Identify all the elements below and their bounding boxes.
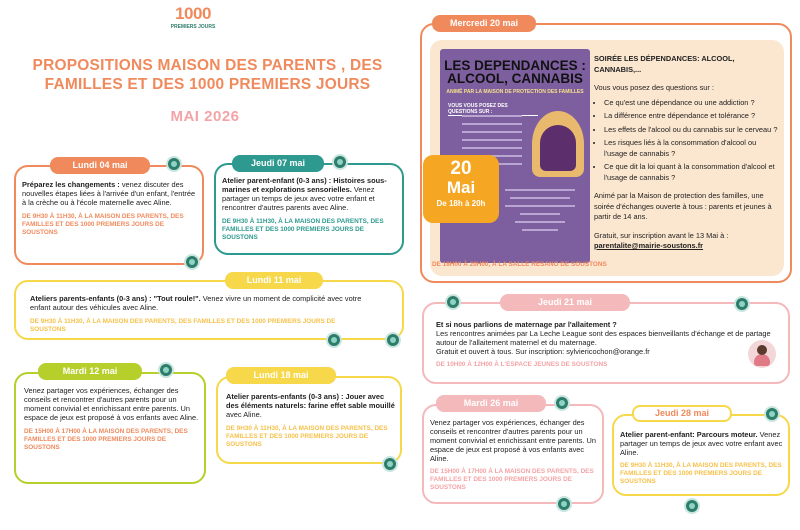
tab-mercredi-20: Mercredi 20 mai — [432, 15, 536, 32]
decoration-badge-icon — [554, 395, 570, 411]
tab-lundi-11: Lundi 11 mai — [225, 272, 323, 289]
decoration-badge-icon — [684, 498, 700, 514]
event-location: DE 15H00 À 17H00 À LA MAISON DES PARENTS, DES FAMILLES ET DES 1000 PREMIERS JOURS DE SOUSTONS — [24, 428, 188, 451]
date-badge-hours: De 18h à 20h — [436, 199, 486, 208]
logo-number: 1000 — [175, 4, 211, 23]
date-badge-day: 20 — [450, 158, 472, 179]
event-description — [594, 54, 780, 252]
decoration-badge-icon — [764, 406, 780, 422]
card-body-lundi-11 — [30, 294, 370, 334]
event-title: Ateliers parents-enfants (0-3 ans) : "Tout roule!". — [30, 294, 201, 303]
page-title — [10, 56, 405, 94]
event-location: DE 10H00 À 12H00 À L'ESPACE JEUNES DE SOUSTONS — [436, 361, 608, 368]
event-text: avec Aline. — [226, 410, 262, 419]
breastfeeding-icon — [748, 340, 776, 368]
card-body-jeudi-28 — [620, 430, 786, 486]
month-label: MAI 2026 — [170, 108, 240, 125]
event-text: Venez partager vos expériences, échanger des conseils et rencontrer d'autres parents pour un moment convivial et enrichissant entre parents. Un espace de jeux est proposé à vos enfants avec Aline. — [430, 418, 596, 463]
tab-jeudi-07: Jeudi 07 mai — [232, 155, 324, 172]
event-text: venez discuter des nouvelles étapes liées à l'arrivée d'un enfant, l'entrée à la crèche ou à l'école maternelle avec Aline. — [22, 180, 196, 207]
logo-text: PREMIERS JOURS — [170, 24, 216, 30]
date-badge-month: Mai — [446, 178, 476, 197]
card-body-jeudi-21 — [436, 320, 776, 369]
decoration-badge-icon — [158, 362, 174, 378]
event-location: DE 9H30 À 11H30, À LA MAISON DES PARENTS, DES FAMILLES ET DES 1000 PREMIERS JOURS DE SOUSTONS — [30, 318, 336, 333]
decoration-badge-icon — [332, 154, 348, 170]
tab-mardi-12: Mardi 12 mai — [38, 363, 142, 380]
event-paragraph: Animé par la Maison de protection des familles, une soirée d'échanges ouverte à tous : parents et jeunes à partir de 14 ans. — [594, 191, 772, 221]
poster-question: VOUS VOUS POSEZ DES QUESTIONS SUR : — [448, 103, 538, 116]
poster-title: LES DEPENDANCES : ALCOOL, CANNABIS — [444, 58, 586, 86]
tab-mardi-26: Mardi 26 mai — [436, 395, 546, 412]
event-text: Venez vivre un moment de complicité avec votre enfant autour des véhicules avec Aline. — [30, 294, 362, 312]
tab-jeudi-21: Jeudi 21 mai — [500, 294, 630, 311]
question-list — [604, 98, 780, 184]
event-text: Venez partager un temps de jeux avec votre enfant et rencontrer d'autres parents avec Aline. — [222, 185, 375, 212]
title-line-2: FAMILLES ET DES 1000 PREMIERS JOURS — [44, 76, 371, 93]
event-title: Atelier parent-enfant (0-3 ans) : Histoires sous-marines et explorations sensorielles. — [222, 176, 387, 194]
card-body-lundi-04 — [22, 180, 198, 237]
event-signup: Gratuit, sur inscription avant le 13 Mai à : — [594, 230, 729, 240]
title-line-1: PROPOSITIONS MAISON DES PARENTS , DES — [32, 57, 383, 74]
event-location: DE 18H00 À 20H00, À LA SALLE RESANO DE SOUSTONS — [432, 261, 607, 268]
decoration-badge-icon — [326, 332, 342, 348]
event-intro: Vous vous posez des questions sur : — [594, 83, 714, 92]
event-location: DE 9H30 À 11H30, À LA MAISON DES PARENTS, DES FAMILLES ET DES 1000 PREMIERS JOURS DE SOUSTONS — [620, 462, 782, 485]
decoration-badge-icon — [385, 332, 401, 348]
card-body-lundi-18 — [226, 392, 398, 449]
tab-jeudi-28: Jeudi 28 mai — [632, 405, 732, 422]
event-title: Atelier parents-enfants (0-3 ans) : Jouer avec des éléments naturels: farine effet sable mouillé — [226, 392, 395, 410]
decoration-badge-icon — [166, 156, 182, 172]
event-location: DE 9H30 À 11H30, À LA MAISON DES PARENTS, DES FAMILLES ET DES 1000 PREMIERS JOURS DE SOUSTONS — [226, 425, 388, 448]
event-title: Atelier parent-enfant: Parcours moteur. — [620, 430, 758, 439]
decoration-badge-icon — [382, 456, 398, 472]
poster-footer-lines — [500, 189, 580, 237]
email-link[interactable]: parentalite@mairie-soustons.fr — [594, 241, 704, 250]
list-item: • La différence entre dépendance et tolérance ? — [604, 111, 780, 122]
date-badge — [423, 155, 499, 223]
list-item: • Ce que dit la loi quant à la consommation d'alcool et l'usage de cannabis ? — [604, 162, 780, 183]
event-location: DE 9H30 À 11H30, À LA MAISON DES PARENTS, DES FAMILLES ET DES 1000 PREMIERS JOURS DE SOUSTONS — [222, 218, 384, 241]
list-item: • Les risques liés à la consommation d'alcool ou l'usage de cannabis ? — [604, 138, 780, 159]
event-text: Les rencontres animées par La Leche League sont des espaces bienveillants d'échange et de partage autour de l'allaitement maternel et du maternage. — [436, 329, 771, 347]
event-heading: SOIRÉE LES DÉPENDANCES: ALCOOL, CANNABIS,... — [594, 54, 735, 74]
decoration-badge-icon — [734, 296, 750, 312]
tab-lundi-04: Lundi 04 mai — [50, 157, 150, 174]
logo — [170, 4, 216, 44]
poster-illustration — [532, 111, 584, 177]
card-body-mardi-12 — [24, 386, 200, 452]
event-location: DE 9H30 À 11H30, À LA MAISON DES PARENTS, DES FAMILLES ET DES 1000 PREMIERS JOURS DE SOUSTONS — [22, 213, 184, 236]
card-body-mardi-26 — [430, 418, 598, 492]
list-item: • Les effets de l'alcool ou du cannabis sur le cerveau ? — [604, 125, 780, 136]
tab-lundi-18: Lundi 18 mai — [226, 367, 336, 384]
event-text: Venez partager un temps de jeux avec votre enfant avec Aline. — [620, 430, 783, 457]
event-title: Et si nous parlions de maternage par l'allaitement ? — [436, 320, 617, 329]
decoration-badge-icon — [556, 496, 572, 512]
card-body-jeudi-07 — [222, 176, 400, 242]
decoration-badge-icon — [184, 254, 200, 270]
event-signup: Gratuit et ouvert à tous. Sur inscription: sylviericochon@orange.fr — [436, 347, 650, 356]
poster-subtitle: ANIMÉ PAR LA MAISON DE PROTECTION DES FAMILLES — [446, 89, 584, 95]
list-item: • Ce qu'est une dépendance ou une addiction ? — [604, 98, 780, 109]
event-title: Préparez les changements : — [22, 180, 120, 189]
event-text: Venez partager vos expériences, échanger des conseils et rencontrer d'autres parents pour un moment convivial et enrichissant entre parents. Un espace de jeux est proposé à vos enfants avec Aline. — [24, 386, 199, 422]
event-location: DE 15H00 À 17H00 À LA MAISON DES PARENTS, DES FAMILLES ET DES 1000 PREMIERS JOURS DE SOUSTONS — [430, 468, 594, 491]
decoration-badge-icon — [445, 294, 461, 310]
